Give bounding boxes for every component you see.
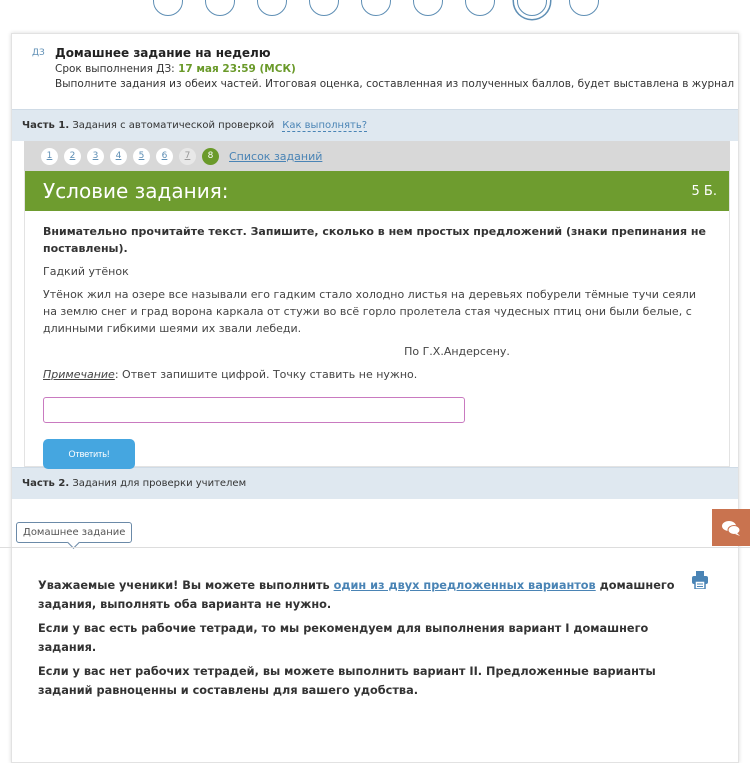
step-circle[interactable] [361,0,391,16]
task-nav-2[interactable]: 2 [64,148,81,165]
part1-header [12,109,738,141]
note-label: Примечание [43,368,115,381]
task-nav-1[interactable]: 1 [41,148,58,165]
task-nav-7[interactable]: 7 [179,148,196,165]
homework-paragraph: Если у вас есть рабочие тетради, то мы рекомендуем для выполнения вариант I домашнего задания. [38,622,649,654]
task-title: Условие задания: [43,179,229,203]
homework-paragraph [38,576,678,614]
part1-label: Часть 1. [22,120,70,131]
step-circle[interactable] [257,0,287,16]
print-icon[interactable] [692,571,708,589]
submit-button[interactable]: Ответить! [43,439,135,469]
task-nav-3[interactable]: 3 [87,148,104,165]
answer-input[interactable] [43,397,465,423]
text-author: По Г.Х.Андерсену. [404,345,510,358]
homework-header [12,34,738,109]
text: Уважаемые ученики! Вы можете выполнить [38,579,334,592]
task-nav-8-current[interactable]: 8 [202,148,219,165]
homework-title: Домашнее задание на неделю [55,46,271,60]
homework-paragraph: Если у вас нет рабочих тетрадей, вы можете выполнить вариант II. Предложенные варианты заданий равноценны и составлены для вашего удобства. [38,665,656,697]
step-circle[interactable] [309,0,339,16]
task-nav [24,141,730,171]
chat-icon [721,520,741,536]
task-title-bar [25,171,729,211]
step-circle[interactable] [205,0,235,16]
task-note [43,366,711,383]
task-points: 5 Б. [691,183,717,199]
note-text: : Ответ запишите цифрой. Точку ставить не нужно. [114,368,418,381]
task-nav-4[interactable]: 4 [110,148,127,165]
instructions: Выполните задания из обеих частей. Итоговая оценка, составленная из полученных баллов, будет выставлена в журнал [55,78,735,90]
task-nav-6[interactable]: 6 [156,148,173,165]
step-circle[interactable] [465,0,495,16]
text-title: Гадкий утёнок [43,265,129,278]
homework-body [38,576,678,705]
deadline-label: Срок выполнения ДЗ: [55,63,175,75]
task-question: Внимательно прочитайте текст. Запишите, сколько в нем простых предложений (знаки препинания не поставлены). [43,225,706,255]
task-nav-5[interactable]: 5 [133,148,150,165]
task-text: Утёнок жил на озере все называли его гадким стало холодно листья на деревьях побурели тёмные тучи сеяли на землю снег и град ворона каркала от стужи во всё горло пролетела стая чудесных птиц они были белые, с длинными гибкими шеями их звали лебеди. [43,288,696,335]
deadline [55,63,738,75]
divider [0,547,750,548]
task-list-link[interactable]: Список заданий [229,149,323,163]
step-circle-active[interactable] [517,0,547,16]
task-panel [24,171,730,467]
deadline-value: 17 мая 23:59 (МСК) [178,63,296,75]
chat-button[interactable] [712,509,750,546]
homework-badge: ДЗ [32,48,45,58]
step-indicators [153,0,599,16]
how-to-link[interactable]: Как выполнять? [282,120,368,131]
part2-label: Часть 2. [22,478,70,489]
step-circle[interactable] [153,0,183,16]
homework-tab[interactable]: Домашнее задание [16,522,132,543]
part1-text: Задания с автоматической проверкой [72,120,275,131]
part2-text: Задания для проверки учителем [72,478,247,489]
step-circle[interactable] [569,0,599,16]
variants-link[interactable]: один из двух предложенных вариантов [333,579,596,592]
step-circle[interactable] [413,0,443,16]
part2-header [12,467,738,499]
text: домашнего задания, выполнять оба варианта не нужно. [38,579,675,611]
